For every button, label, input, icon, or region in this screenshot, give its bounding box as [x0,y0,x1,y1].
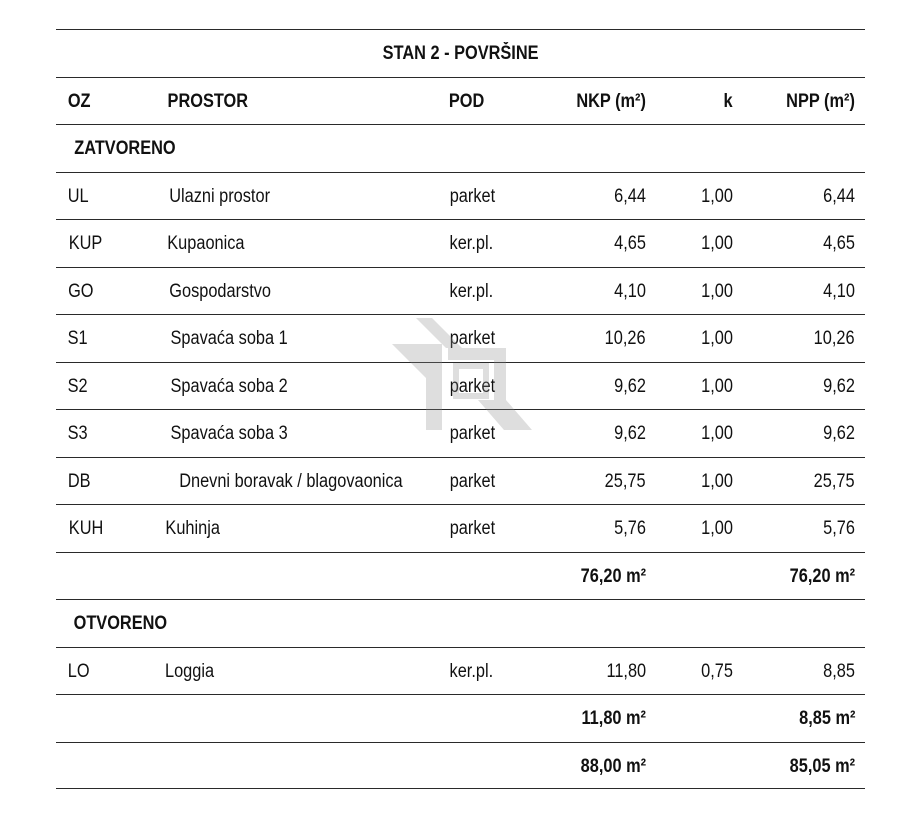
table-row [56,647,865,695]
cell-k: 0,75 [701,660,733,682]
header-k: k [723,90,733,112]
section-row-zatvoreno [56,124,865,172]
cell-prostor: Spavaća soba 2 [170,375,288,397]
area-table [56,29,865,789]
table-header-row [56,77,865,125]
cell-npp: 5,76 [823,518,855,539]
cell-oz: S3 [67,423,88,444]
cell-npp: 6,44 [823,185,855,207]
table-row [56,362,865,410]
cell-npp: 9,62 [823,423,855,444]
cell-k: 1,00 [701,423,733,444]
cell-nkp: 11,80 [606,660,646,682]
cell-k: 1,00 [701,185,733,207]
section-row-otvoreno [56,599,865,647]
header-npp: NPP (m²) [786,90,855,112]
cell-npp: 4,65 [823,233,855,254]
cell-pod: ker.pl. [449,660,494,682]
subtotal-row-otvoreno [56,694,865,742]
cell-prostor: Dnevni boravak / blagovaonica [179,470,403,492]
cell-prostor: Kupaonica [167,233,245,254]
cell-npp: 8,85 [823,660,855,682]
cell-pod: parket [449,375,496,397]
header-prostor: PROSTOR [167,90,249,112]
cell-oz: KUH [68,518,104,539]
cell-npp: 10,26 [814,328,855,349]
total-nkp: 88,00 m² [580,755,646,777]
cell-pod: parket [449,470,496,492]
cell-prostor: Spavaća soba 1 [170,328,288,349]
subtotal-row-zatvoreno [56,552,865,600]
cell-nkp: 6,44 [614,185,646,207]
cell-k: 1,00 [701,470,733,492]
cell-pod: parket [449,518,496,539]
cell-pod: parket [449,328,496,349]
cell-k: 1,00 [701,328,733,349]
cell-oz: GO [68,280,94,302]
header-pod: POD [448,90,485,112]
table-row [56,267,865,315]
cell-nkp: 5,76 [614,518,646,539]
table-row [56,457,865,505]
table-title: STAN 2 - POVRŠINE [382,43,539,64]
cell-oz: S1 [67,328,88,349]
cell-pod: ker.pl. [449,280,494,302]
total-row [56,742,865,790]
cell-nkp: 25,75 [605,470,646,492]
cell-k: 1,00 [701,280,733,302]
cell-prostor: Loggia [164,660,215,682]
cell-nkp: 4,65 [614,233,646,254]
cell-pod: parket [449,185,496,207]
cell-npp: 4,10 [823,280,855,302]
cell-k: 1,00 [701,518,733,539]
cell-k: 1,00 [701,375,733,397]
cell-prostor: Spavaća soba 3 [170,423,288,444]
cell-npp: 9,62 [823,375,855,397]
cell-npp: 25,75 [814,470,855,492]
table-title-row [56,29,865,77]
section-label-zatvoreno: ZATVORENO [74,138,176,159]
cell-oz: DB [67,470,91,492]
table-row [56,172,865,220]
cell-nkp: 4,10 [614,280,646,302]
cell-nkp: 9,62 [614,423,646,444]
table-row [56,409,865,457]
subtotal-nkp: 76,20 m² [580,565,646,587]
cell-oz: UL [67,185,89,207]
table-row [56,219,865,267]
cell-pod: ker.pl. [449,233,494,254]
cell-oz: S2 [67,375,88,397]
cell-oz: KUP [68,233,103,254]
cell-nkp: 10,26 [605,328,646,349]
cell-prostor: Gospodarstvo [169,280,272,302]
subtotal-nkp: 11,80 m² [581,708,646,729]
table-row [56,504,865,552]
subtotal-npp: 8,85 m² [798,708,855,729]
subtotal-npp: 76,20 m² [789,565,855,587]
total-npp: 85,05 m² [789,755,855,777]
cell-k: 1,00 [701,233,733,254]
header-nkp: NKP (m²) [576,90,646,112]
cell-oz: LO [67,660,90,682]
table-row [56,314,865,362]
cell-nkp: 9,62 [614,375,646,397]
cell-prostor: Ulazni prostor [169,185,271,207]
section-label-otvoreno: OTVORENO [73,613,168,634]
cell-pod: parket [449,423,496,444]
cell-prostor: Kuhinja [165,518,220,539]
header-oz: OZ [67,90,91,112]
